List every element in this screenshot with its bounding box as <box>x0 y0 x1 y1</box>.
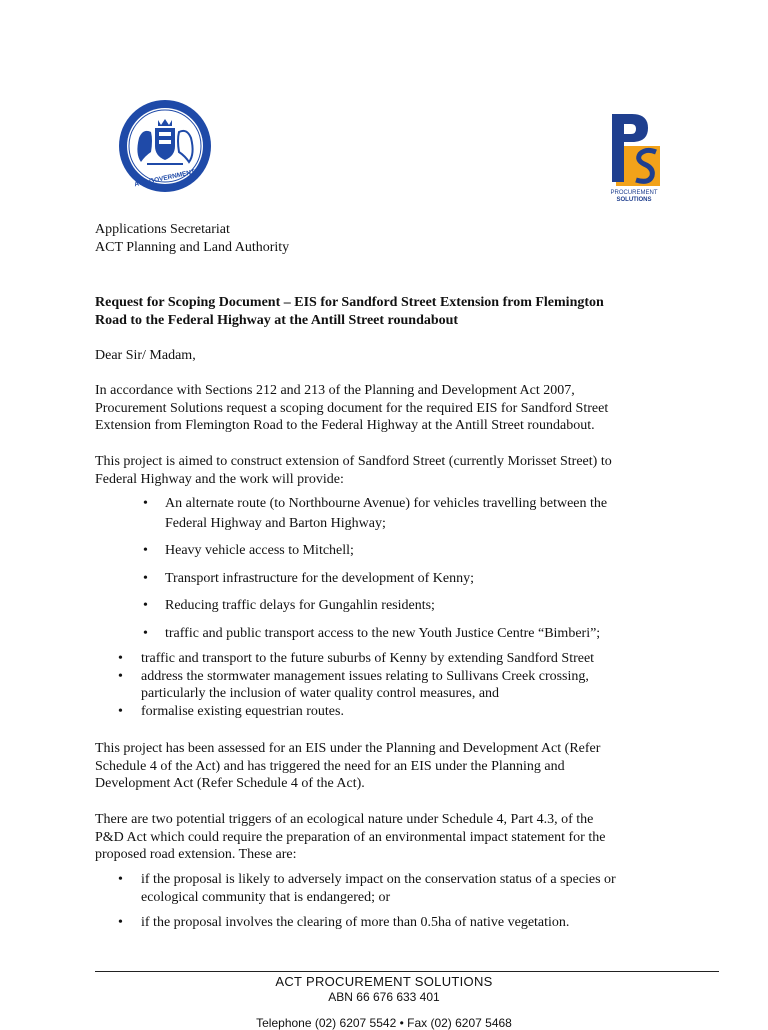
ecological-triggers-list <box>118 871 678 940</box>
list-item <box>118 871 678 906</box>
list-item-line: particularly the inclusion of water quality control measures, and <box>141 686 500 701</box>
list-item-line: ecological community that is endangered; or <box>141 889 391 905</box>
footer-telephone: Telephone (02) 6207 5542 • Fax (02) 6207 5468 <box>256 1016 512 1030</box>
paragraph-line: proposed road extension. These are: <box>95 847 297 863</box>
paragraph-line: Federal Highway and the work will provide: <box>95 471 344 487</box>
list-item <box>143 541 683 561</box>
paragraph-line: Procurement Solutions request a scoping document for the required EIS for Sandford Street <box>95 400 609 416</box>
salutation: Dear Sir/ Madam, <box>95 348 196 363</box>
list-item <box>143 494 683 533</box>
paragraph-triggers <box>95 811 685 864</box>
address-line: ACT Planning and Land Authority <box>95 239 290 255</box>
act-logo-text: ACT GOVERNMENT <box>133 168 196 189</box>
paragraph-project-aim <box>95 453 685 488</box>
ps-logo-line1: PROCUREMENT <box>610 190 658 196</box>
paragraph-line: Extension from Flemington Road to the Federal Highway at the Antill Street roundabout. <box>95 418 595 434</box>
procurement-solutions-logo <box>604 112 664 204</box>
list-item-line: • if the proposal involves the clearing of more than 0.5ha of native vegetation. <box>141 915 570 930</box>
subject-line: Road to the Federal Highway at the Antill Street roundabout <box>95 312 459 328</box>
list-item-line: • formalise existing equestrian routes. <box>141 703 344 719</box>
project-benefits-list <box>143 494 683 651</box>
paragraph-line: There are two potential triggers of an ecological nature under Schedule 4, Part 4.3, of the <box>95 812 594 827</box>
paragraph-request <box>95 382 685 435</box>
paragraph-line: This project is aimed to construct extension of Sandford Street (currently Morisset Street) to <box>95 454 612 469</box>
list-item <box>118 650 678 668</box>
list-item-line: • Transport infrastructure for the development of Kenny; <box>165 570 474 586</box>
paragraph-line: This project has been assessed for an EIS under the Planning and Development Act (Refer <box>95 741 601 756</box>
project-outcomes-list <box>118 650 678 720</box>
list-item-line: • traffic and public transport access to the new Youth Justice Centre “Bimberi”; <box>165 625 601 641</box>
address-line: Applications Secretariat <box>95 222 230 237</box>
ps-logo-line2: SOLUTIONS <box>616 197 652 203</box>
paragraph-line: Development Act (Refer Schedule 4 of the Act). <box>95 776 365 792</box>
list-item-line: • traffic and transport to the future suburbs of Kenny by extending Sandford Street <box>141 651 595 666</box>
paragraph-assessment <box>95 740 685 793</box>
list-item-line: • address the stormwater management issues relating to Sullivans Creek crossing, <box>141 668 589 684</box>
footer-abn: ABN 66 676 633 401 <box>328 990 440 1004</box>
list-item <box>143 569 683 589</box>
footer-divider <box>95 971 719 972</box>
list-item <box>118 703 678 721</box>
list-item-line: Federal Highway and Barton Highway; <box>165 515 386 531</box>
list-item <box>118 914 678 932</box>
paragraph-line: P&D Act which could require the preparation of an environmental impact statement for the <box>95 829 606 845</box>
letter-subject <box>95 294 685 329</box>
list-item-line: • if the proposal is likely to adversely impact on the conservation status of a species or <box>141 872 616 887</box>
recipient-address <box>95 221 685 256</box>
list-item-line: • Reducing traffic delays for Gungahlin residents; <box>165 598 435 613</box>
act-government-logo <box>117 98 213 194</box>
footer-title: ACT PROCUREMENT SOLUTIONS <box>275 974 493 989</box>
subject-line: Request for Scoping Document – EIS for Sandford Street Extension from Flemington <box>95 295 604 310</box>
list-item-line: • Heavy vehicle access to Mitchell; <box>165 543 354 558</box>
paragraph-line: Schedule 4 of the Act) and has triggered the need for an EIS under the Planning and <box>95 758 565 774</box>
list-item <box>143 624 683 644</box>
list-item <box>143 596 683 616</box>
list-item-line: • An alternate route (to Northbourne Avenue) for vehicles travelling between the <box>165 496 608 511</box>
paragraph-line: In accordance with Sections 212 and 213 of the Planning and Development Act 2007, <box>95 383 575 398</box>
list-item <box>118 668 678 703</box>
